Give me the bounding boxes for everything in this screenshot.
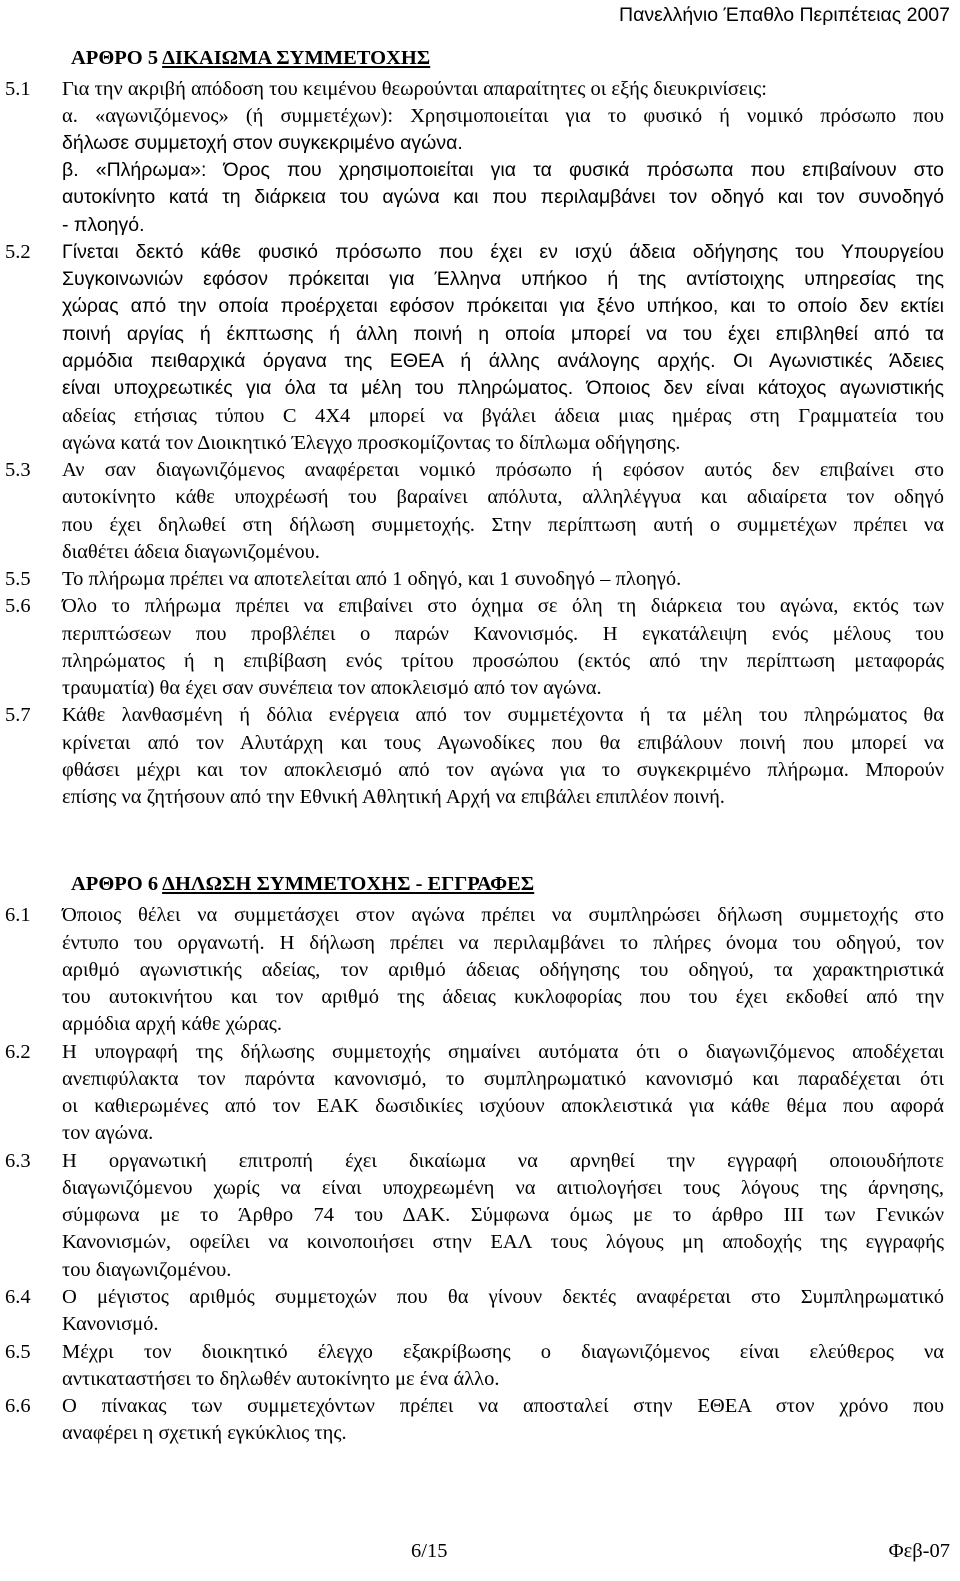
line-text: αρμόδια αρχή κάθε χώρας. <box>62 1013 282 1035</box>
body-line <box>62 675 944 701</box>
line-text: δήλωσε συμμετοχή στον συγκεκριμένο αγώνα. <box>62 132 463 154</box>
line-text: είναι υποχρεωτικές για όλα τα μέλη του πληρώματος. Όποιος δεν είναι κάτοχος αγωνιστικής <box>62 377 944 399</box>
article-6-title <box>71 873 534 896</box>
line-text: επίσης να ζητήσουν από την Εθνική Αθλητική Αρχή να επιβάλει επιπλέον ποινή. <box>62 786 725 808</box>
line-text: Ο πίνακας των συμμετεχόντων πρέπει να αποσταλεί στην ΕΘΕΑ στον χρόνο που <box>62 1395 944 1417</box>
line-text: έντυπο του οργανωτή. Η δήλωση πρέπει να περιλαμβάνει το πλήρες όνομα του οδηγού, τον <box>62 932 944 954</box>
body-line <box>62 157 944 183</box>
line-text: Γίνεται δεκτό κάθε φυσικό πρόσωπο που έχει εν ισχύ άδεια οδήγησης του Υπουργείου <box>62 241 944 263</box>
line-text: Συγκοινωνιών εφόσον πρόκειται για Έλληνα υπήκοο ή της αντίστοιχης υπηρεσίας της <box>62 268 944 290</box>
line-text: αγώνα κατά τον Διοικητικό Έλεγχο προσκομίζοντας το δίπλωμα οδήγησης. <box>62 432 681 454</box>
line-text: Το πλήρωμα πρέπει να αποτελείται από 1 οδηγό, και 1 συνοδηγό – πλοηγό. <box>62 568 682 590</box>
body-line <box>62 375 944 401</box>
clause-number: 5.6 <box>5 595 31 617</box>
clause-number: 5.3 <box>5 459 31 481</box>
body-line <box>62 1420 944 1446</box>
line-text: σύμφωνα με το Άρθρο 74 του ΔΑΚ. Σύμφωνα όμως με το άρθρο ΙΙΙ των Γενικών <box>62 1204 944 1226</box>
line-text: φθάσει μέχρι και τον αποκλεισμό από τον αγώνα για το συγκεκριμένο πλήρωμα. Μπορούν <box>62 759 944 781</box>
clause-number: 6.5 <box>5 1341 31 1363</box>
line-text: αρμόδια πειθαρχικά όργανα της ΕΘΕΑ ή άλλης ανάλογης αρχής. Οι Αγωνιστικές Άδειες <box>62 350 944 372</box>
line-text: περιπτώσεων που προβλέπει ο παρών Κανονισμός. Η εγκατάλειψη ενός μέλους του <box>62 623 944 645</box>
line-text: Μέχρι τον διοικητικό έλεγχο εξακρίβωσης ο διαγωνιζόμενος είναι ελεύθερος να <box>62 1341 944 1363</box>
page-header: Πανελλήνιο Έπαθλο Περιπέτειας 2007 <box>619 4 950 26</box>
line-text: του αυτοκινήτου και τον αριθμό της άδειας κυκλοφορίας που του έχει εκδοθεί από την <box>62 986 944 1008</box>
line-text: α. «αγωνιζόμενος» (ή συμμετέχων): Χρησιμοποιείται για το φυσικό ή νομικό πρόσωπο που <box>62 105 944 127</box>
line-text: αυτοκίνητο κάθε υποχρέωσή του βαραίνει απόλυτα, αλληλέγγυα και αδιαίρετα τον οδηγό <box>62 486 944 508</box>
clause-number: 6.6 <box>5 1395 31 1417</box>
body-line <box>62 103 944 129</box>
body-line <box>62 239 944 265</box>
line-text: τραυματία) θα έχει σαν συνέπεια τον αποκλεισμό από τον αγώνα. <box>62 677 602 699</box>
clause-number: 6.2 <box>5 1041 31 1063</box>
body-line <box>62 512 944 538</box>
body-line <box>62 784 944 810</box>
line-text: Η οργανωτική επιτροπή έχει δικαίωμα να αρνηθεί την εγγραφή οποιουδήποτε <box>62 1150 944 1172</box>
line-text: Όποιος θέλει να συμμετάσχει στον αγώνα πρέπει να συμπληρώσει δήλωση συμμετοχής στο <box>62 904 944 926</box>
line-text: πληρώματος ή η επιβίβαση ενός τρίτου προσώπου (εκτός από την περίπτωση μεταφοράς <box>62 650 944 672</box>
line-text: αντικαταστήσει το δηλωθέν αυτοκίνητο με ένα άλλο. <box>62 1368 500 1390</box>
line-text: αδείας ετήσιας τύπου C 4X4 μπορεί να βγάλει άδεια μιας ημέρας στη Γραμματεία του <box>62 405 944 427</box>
clause-number: 5.1 <box>5 78 31 100</box>
line-text: διαγωνιζόμενου χωρίς να είναι υποχρεωμένη να αιτιολογήσει τους λόγους της άρνησης, <box>62 1177 944 1199</box>
body-line <box>62 1148 944 1174</box>
body-line <box>62 1311 944 1337</box>
line-text: τον αγώνα. <box>62 1122 154 1144</box>
article-5-title-underlined: ΔΙΚΑΙΩΜΑ ΣΥΜΜΕΤΟΧΗΣ <box>162 47 431 69</box>
clause-number: 6.3 <box>5 1150 31 1172</box>
page-number: 6/15 <box>411 1540 448 1562</box>
body-line <box>62 1257 944 1283</box>
line-text: β. «Πλήρωμα»: Όρος που χρησιμοποιείται για τα φυσικά πρόσωπα που επιβαίνουν στο <box>62 159 944 181</box>
body-line <box>62 984 944 1010</box>
body-line <box>62 293 944 319</box>
line-text: Όλο το πλήρωμα πρέπει να επιβαίνει στο όχημα σε όλη τη διάρκεια του αγώνα, εκτός των <box>62 595 944 617</box>
article-5-title <box>71 47 430 70</box>
body-line <box>62 1393 944 1419</box>
body-line <box>62 1093 944 1119</box>
body-line <box>62 648 944 674</box>
body-line <box>62 348 944 374</box>
article-6-title-prefix: ΑΡΘΡΟ 6 <box>71 873 163 895</box>
body-line <box>62 757 944 783</box>
body-line <box>62 1066 944 1092</box>
body-line <box>62 593 944 619</box>
line-text: Η υπογραφή της δήλωσης συμμετοχής σημαίνει αυτόματα ότι ο διαγωνιζόμενος αποδέχεται <box>62 1041 944 1063</box>
line-text: χώρας από την οποία προέρχεται εφόσον πρόκειται για ξένο υπήκοο, και το οποίο δεν εκτίει <box>62 295 944 317</box>
body-line <box>62 266 944 292</box>
body-line <box>62 1011 944 1037</box>
footer-date: Φεβ-07 <box>888 1540 950 1562</box>
body-line <box>62 130 944 156</box>
body-line <box>62 1284 944 1310</box>
line-text: Αν σαν διαγωνιζόμενος αναφέρεται νομικό πρόσωπο ή εφόσον αυτός δεν επιβαίνει στο <box>62 459 944 481</box>
clause-number: 5.7 <box>5 704 31 726</box>
body-line <box>62 539 944 565</box>
article-6-title-underlined: ΔΗΛΩΣΗ ΣΥΜΜΕΤΟΧΗΣ - ΕΓΓΡΑΦΕΣ <box>162 873 535 895</box>
body-line <box>62 403 944 429</box>
clause-number: 6.1 <box>5 904 31 926</box>
body-line <box>62 76 944 102</box>
body-line <box>62 902 944 928</box>
body-line <box>62 702 944 728</box>
line-text: αριθμό αγωνιστικής αδείας, τον αριθμό άδειας οδήγησης του οδηγού, τα χαρακτηριστικά <box>62 959 944 981</box>
body-line <box>62 457 944 483</box>
article-5-title-prefix: ΑΡΘΡΟ 5 <box>71 47 163 69</box>
body-line <box>62 566 944 592</box>
line-text: Κάθε λανθασμένη ή δόλια ενέργεια από τον συμμετέχοντα ή τα μέλη του πληρώματος θα <box>62 704 944 726</box>
clause-number: 5.5 <box>5 568 31 590</box>
body-line <box>62 1120 944 1146</box>
body-line <box>62 1339 944 1365</box>
line-text: οι καθιερωμένες από τον ΕΑΚ δωσιδικίες ισχύουν αποκλειστικά για κάθε θέμα που αφορά <box>62 1095 944 1117</box>
line-text: ποινή αργίας ή έκπτωσης ή άλλη ποινή η οποία μπορεί να του έχει επιβληθεί από τα <box>62 323 944 345</box>
line-text: που έχει δηλωθεί στη δήλωση συμμετοχής. Στην περίπτωση αυτή ο συμμετέχων πρέπει να <box>62 514 944 536</box>
body-line <box>62 957 944 983</box>
body-line <box>62 430 944 456</box>
clause-number: 5.2 <box>5 241 31 263</box>
line-text: Ο μέγιστος αριθμός συμμετοχών που θα γίνουν δεκτές αναφέρεται στο Συμπληρωματικό <box>62 1286 944 1308</box>
body-line <box>62 184 944 210</box>
line-text: ανεπιφύλακτα τον παρόντα κανονισμό, το συμπληρωματικό κανονισμό και παραδέχεται ότι <box>62 1068 944 1090</box>
line-text: του διαγωνιζομένου. <box>62 1259 232 1281</box>
body-line <box>62 1039 944 1065</box>
body-line <box>62 484 944 510</box>
line-text: κρίνεται από τον Αλυτάρχη και τους Αγωνοδίκες που θα επιβάλουν ποινή που μπορεί να <box>62 732 944 754</box>
body-line <box>62 730 944 756</box>
body-line <box>62 1175 944 1201</box>
line-text: διαθέτει άδεια διαγωνιζομένου. <box>62 541 320 563</box>
body-line <box>62 1202 944 1228</box>
body-line <box>62 1366 944 1392</box>
body-line <box>62 212 944 238</box>
body-line <box>62 321 944 347</box>
body-line <box>62 1229 944 1255</box>
line-text: Κανονισμών, οφείλει να κοινοποιήσει στην ΕΑΛ τους λόγους μη αποδοχής της εγγραφής <box>62 1231 944 1253</box>
line-text: - πλοηγό. <box>62 214 145 236</box>
body-line <box>62 621 944 647</box>
line-text: Για την ακριβή απόδοση του κειμένου θεωρούνται απαραίτητες οι εξής διευκρινίσεις: <box>62 78 767 100</box>
clause-number: 6.4 <box>5 1286 31 1308</box>
body-line <box>62 930 944 956</box>
line-text: Κανονισμό. <box>62 1313 159 1335</box>
line-text: αυτοκίνητο κατά τη διάρκεια του αγώνα και που περιλαμβάνει τον οδηγό και τον συνοδηγό <box>62 186 944 208</box>
line-text: αναφέρει η σχετική εγκύκλιος της. <box>62 1422 347 1444</box>
